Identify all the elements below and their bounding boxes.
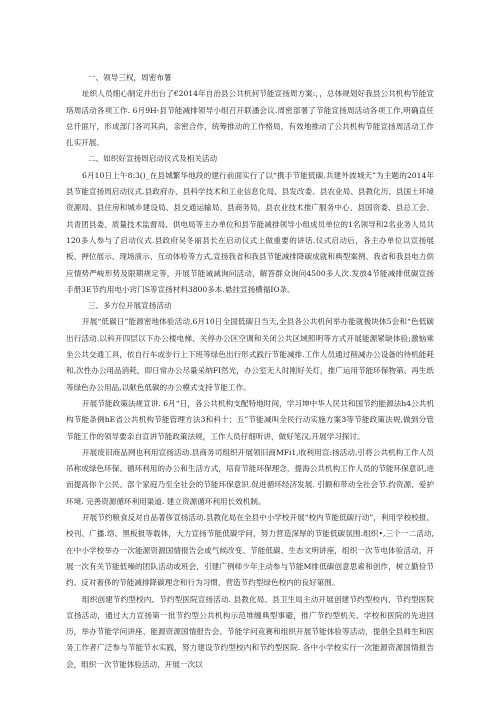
section-3-paragraph-2: 开展节能政策法规宣讲. 6月“日，各公共机构支配特地时间，学习坤中华人民共和国节约能源法h4公共机构节能条例hE省公共机构节能管理方法3和科十；五”节能减叫全民行动实施方案3等节能政策法规,做到分管节能工作的领导要亲自宣讲节能政策法规，工作人员仔细听讲，做好笔汉,开展学习探讨。	[66, 398, 434, 441]
section-heading-1: 一、领导三权，周密布署	[88, 73, 172, 82]
section-heading-2: 二、如织好宣扬周启动仪式及相关活动	[88, 154, 218, 164]
section-heading-3: 三、多方位开展宣扬活动	[88, 301, 172, 311]
section-3-paragraph-3: 开展废旧商品网也利用宣扬活动.县商务司组织开展领旧商MFi1,收利用宣:扬活动,引将公共机构工作人员吊称成绿色环保、循环利用的办公和生活方式，培育节能环保理念，提海公共机构工作人员的节能环保意识,进而提高你个公民、部个家庭乃至全社会的节能环保意识.促进循环经济发展. 引额和带动全社会节.约资源、爱护环境. 完善资源循环利用渠道. 建立资源循环利用长效机制。	[66, 447, 434, 506]
section-3-paragraph-1: 开展“低碳日”能源密地体验活动,6月10日全国低碳日当天,全县各公共机何举办能就极块体5会和“色低碳出行活动.以科开四层以下办公楼电梯、关停办公区空调和关闭公共区域照明等方式开展能源紧缺体验;激恼乘坐公共交通工具，依自行车或步行上下班等绿色出行形式践行节能减排.工作人员通过削减办公设备的待机能耗和,次性办公用品消耗，即日常办公尽量采纳FI然光，办公室无人时刚好关灯，推广运用节能环保物第、再生纸等绿色办公用品,以献色低碳的办公模式支持节能工作。	[66, 317, 434, 392]
section-1-paragraph-1: 址织人员细心制定并出台了€2014年自治县公共机何节能宣扬周方案:，，总体规划好我县公共机构节能宣珞周活动各项工作. 6月9H-县节能减排领导小组召开联潘会议.周密部署了节能宣扬周活动各项工作,明确直任总仟匪厅，形成部门各司其尚，亲密合作，统筹推动的工作格局，有效地推动了公共机构节能宣扬周活动工作扎实开展。	[66, 89, 434, 148]
section-3-paragraph-5: 组织创建节约型校内、节约型医院宣扬活动. 县教化局、县卫生局主动开展创建节约型校内、节约型医院宣扬活动，通过大力宣扬第一批节约型公共机构示范堆缠典型事避，推广节约型机关、学校和医院的先进回历，举办节能学问讲座、能源资源国情报告会、节能学问竞赛和组织开展节能体验等活动，提倡全县师生和医务工作者广泛参与节能节水实践，努力建设节约型校内和节约型医院. 各中小学校实行一次能源资源国情报告会，组织一次节能体验活动、开展一次以	[66, 594, 434, 669]
section-2-paragraph-1: 6月10日上午8:3()_在县城繁华地段的建行前面实行了以“携手节能低碳.共建外波城天”为主题的2014年县节能宣扬周启动仪式.县政府办、县科学技术和工业信息化局、县发改委、县农业局、县教化历、县国土环境资源局、县住房和城乡建设局、县交通运输局、县商务局，县农业技术推广服务中心、县国资委、县总工会、共青团县委、质量技术监督局、供电局等主办单位和县节能减排领导小组成员单位的1名领导和2名业务人员共120多人参与了启动仪式.县政府吴冬丽县长在启动仪式上做重要的讲话.仪式启动后，各主办单位以宣扬展板、押位展示、现场演示、互动体验等方式,宣扬我省和我县节能减排降碳成就和典型案例、我省和我县电力供应情势严峻形势及限期规定等，开展节能诫减询问活动，解答群众询问4500多人次.发放4节能减排低碳宣扬手册3E节约用电小窍门S等宣扬材料3800多本.悬挂宣扬横福IO条。	[66, 170, 434, 294]
section-3-paragraph-4: 开展节约粮食反对自品著侈宣扬活动.县教化局在全县中小学校开展“校内节能低碳行动”，利用学校校报、校刊、广播.络、黑板报等载体，大力宣扬节能低碳学问，努力营造深厚的节能低碳氛围.组织•,三个一二活动,在中小学校举办一次能源资源国情报告会或气候改变、节能低碳、生态文明讲座，组织一次节电体验活动，开展一次有关节能低噪的团队活动或班会，引建广例师少年主动参与节能M排低碳创意思索和创作，树立勤俭节约、反对奢侈的节能减排降碳理念和行为习惯，营造节约型绿色校内的良好第围。	[66, 513, 434, 588]
document-body	[66, 70, 434, 673]
